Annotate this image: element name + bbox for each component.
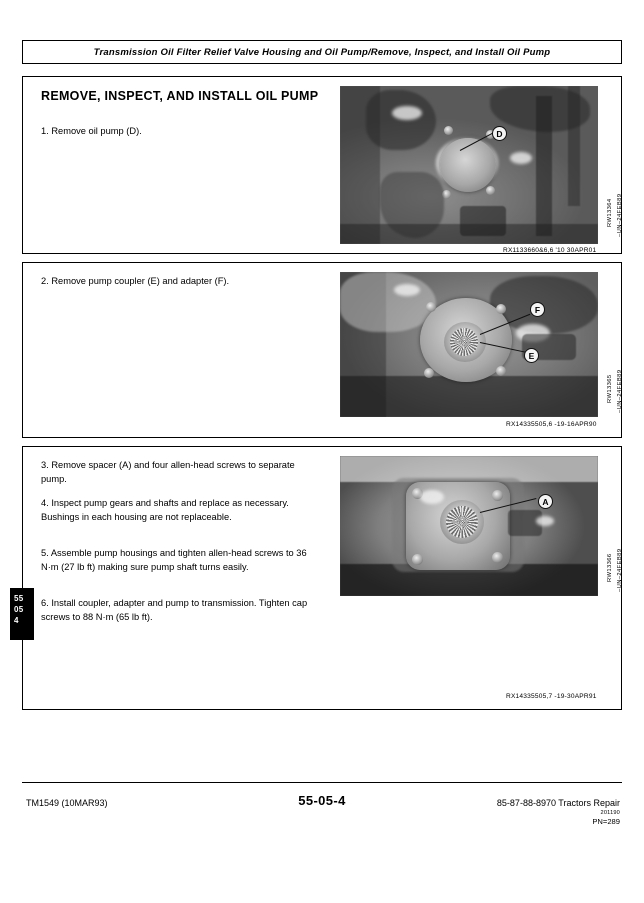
section-tab-line-3: 4: [14, 616, 19, 625]
figure-side-label-right: –UN–24FEB89: [617, 193, 623, 237]
photo-image: [340, 456, 598, 596]
figure-side-label-left: RW13366: [607, 553, 613, 582]
figure-caption: RX1133660&6,6 '10 30APR01: [503, 247, 597, 254]
footer-pn: PN=289: [592, 817, 620, 826]
figure-side-label-right: –UN–24FEB89: [617, 548, 623, 592]
figure-pump-coupler-adapter: [340, 272, 598, 417]
section-tab: [10, 588, 34, 640]
figure-side-label-left: RW13364: [607, 198, 613, 227]
footer-model-text: 85-87-88-8970 Tractors Repair: [496, 798, 620, 808]
section-tab-line-2: 05: [14, 605, 24, 614]
footer-page-number: 55-05-4: [298, 793, 346, 808]
running-header-text: Transmission Oil Filter Relief Valve Housing and Oil Pump/Remove, Inspect, and Install Oil Pump: [93, 46, 551, 58]
page-title: REMOVE, INSPECT, AND INSTALL OIL PUMP: [41, 89, 319, 103]
callout-D: D: [492, 126, 507, 141]
callout-E: E: [524, 348, 539, 363]
step-text: 1. Remove oil pump (D).: [41, 126, 142, 136]
figure-pump-spacer: [340, 456, 598, 596]
callout-A: A: [538, 494, 553, 509]
figure-oil-pump-installed: [340, 86, 598, 244]
section-tab-line-1: 55: [14, 594, 24, 603]
step-text: 4. Inspect pump gears and shafts and replace as necessary. Bushings in each housing are not replaceable.: [41, 498, 289, 522]
step-text: 5. Assemble pump housings and tighten allen-head screws to 36 N·m (27 lb ft) making sure pump shaft turns easily.: [41, 548, 307, 572]
running-header: [22, 40, 622, 64]
footer-divider: [22, 782, 622, 783]
figure-caption: RX14335505,7 -19-30APR91: [506, 693, 597, 700]
footer-code: 201190: [600, 810, 620, 816]
procedure-panel-2: [22, 262, 622, 438]
figure-side-label-right: –UN–24FEB89: [617, 369, 623, 413]
procedure-panel-1: [22, 76, 622, 254]
callout-F: F: [530, 302, 545, 317]
step-text: 3. Remove spacer (A) and four allen-head screws to separate pump.: [41, 460, 295, 484]
figure-caption: RX14335505,6 -19-16APR90: [506, 421, 597, 428]
step-text: 6. Install coupler, adapter and pump to transmission. Tighten cap screws to 88 N·m (65 lb ft).: [41, 598, 308, 622]
step-text: 2. Remove pump coupler (E) and adapter (F).: [41, 276, 230, 286]
footer-model-line: [497, 798, 620, 826]
photo-image: [340, 86, 598, 244]
photo-image: [340, 272, 598, 417]
procedure-panel-3: [22, 446, 622, 710]
figure-side-label-left: RW13365: [607, 374, 613, 403]
footer-manual-id: TM1549 (10MAR93): [26, 798, 108, 808]
